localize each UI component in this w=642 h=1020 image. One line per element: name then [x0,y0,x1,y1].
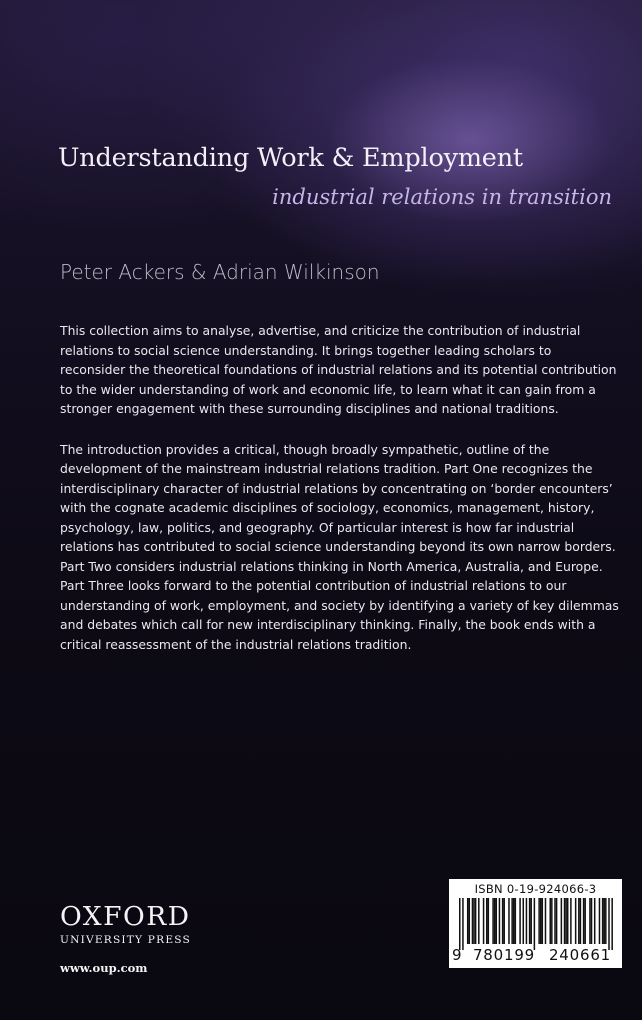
barcode-bars [459,898,613,950]
barcode-digits-left: 780199 [472,946,536,964]
barcode-bar [483,898,485,944]
barcode-bar [530,898,532,944]
barcode-bar [589,898,591,944]
barcode-bar [578,898,580,944]
blurb [60,321,620,675]
barcode-bar [478,898,480,944]
barcode-bar [494,898,496,944]
barcode-bar [567,898,569,944]
barcode-bar [570,898,572,944]
barcode-bar [523,898,525,944]
barcode-bar [583,898,585,944]
barcode-bar [534,898,536,950]
barcode-bar [564,898,566,944]
publisher-website: www.oup.com [60,961,148,975]
barcode-bar [529,898,531,944]
barcode-bar [561,898,563,944]
barcode-bar [472,898,474,944]
blurb-paragraph: This collection aims to analyse, advertise, and criticize the contribution of industrial relations to social science understanding. It brings together leading scholars to reconsider the theoretical foundations of industrial relations and its potential contribution to the wider understanding of work and economic life, to learn what it can gain from a stronger engagement with these surrounding disciplines and national traditions. [60,323,617,416]
barcode-bar [608,898,610,950]
barcode-bar [602,898,604,944]
barcode-bar [542,898,544,944]
barcode-digits-right: 240661 [548,946,612,964]
barcode-bar [467,898,469,944]
barcode-bar [556,898,558,944]
barcode-bar [502,898,504,944]
barcode-bar [575,898,577,944]
barcode-bar [486,898,488,944]
barcode-bar [503,898,505,944]
barcode-bar [515,898,517,944]
barcode-bar [540,898,542,944]
barcode-bar [526,898,528,944]
book-authors: Peter Ackers & Adrian Wilkinson [60,260,380,284]
barcode-bar [565,898,567,944]
barcode-bar [496,898,498,944]
barcode-bar [549,898,551,944]
publisher-logo [60,903,210,947]
barcode-bar [519,898,521,944]
blurb-paragraph: The introduction provides a critical, though broadly sympathetic, outline of the development of the mainstream industrial relations tradition. Part One recognizes the interdisciplinary character of industrial relations by concentrating on ‘border encounters’ with the cognate academic disciplines of sociology, economics, management, history, psychology, law, politics, and geography. Of particular interest is how far industrial relations has contributed to social science understanding beyond its own narrow borders. Part Two considers industrial relations thinking in North America, Australia, and Europe. Part Three looks forward to the potential contribution of industrial relations to our understanding of work, employment, and society by identifying a variety of key dilemmas and debates which call for new interdisciplinary thinking. Finally, the book ends with a critical reassessment of the industrial relations tradition. [60,441,619,652]
barcode-bar [488,898,490,944]
barcode-bar [611,898,613,950]
barcode-bar [508,898,510,944]
barcode-bar [492,898,494,944]
barcode-bar [580,898,582,944]
barcode-bar [545,898,547,944]
publisher-subname: UNIVERSITY PRESS [60,934,191,946]
barcode-bar [538,898,540,944]
barcode-bar [554,898,556,944]
barcode-bar [591,898,593,944]
barcode-bar [605,898,607,944]
barcode-bar [499,898,501,944]
barcode-bar [473,898,475,944]
barcode-bar [599,898,601,944]
barcode-bar [513,898,515,944]
barcode-bar [594,898,596,944]
barcode-bar [469,898,471,944]
barcode-bar [475,898,477,944]
barcode-digit-first: 9 [452,946,462,964]
barcode-bar [584,898,586,944]
publisher-name: OXFORD [60,901,191,932]
barcode-bar [511,898,513,944]
barcode-bar [603,898,605,944]
book-subtitle: industrial relations in transition [272,185,612,209]
barcode-bar [459,898,461,950]
barcode-bar [551,898,553,944]
book-title: Understanding Work & Employment [58,143,523,173]
isbn-label: ISBN 0-19-924066-3 [474,882,597,896]
isbn-barcode [449,879,622,968]
barcode-bar [462,898,464,950]
